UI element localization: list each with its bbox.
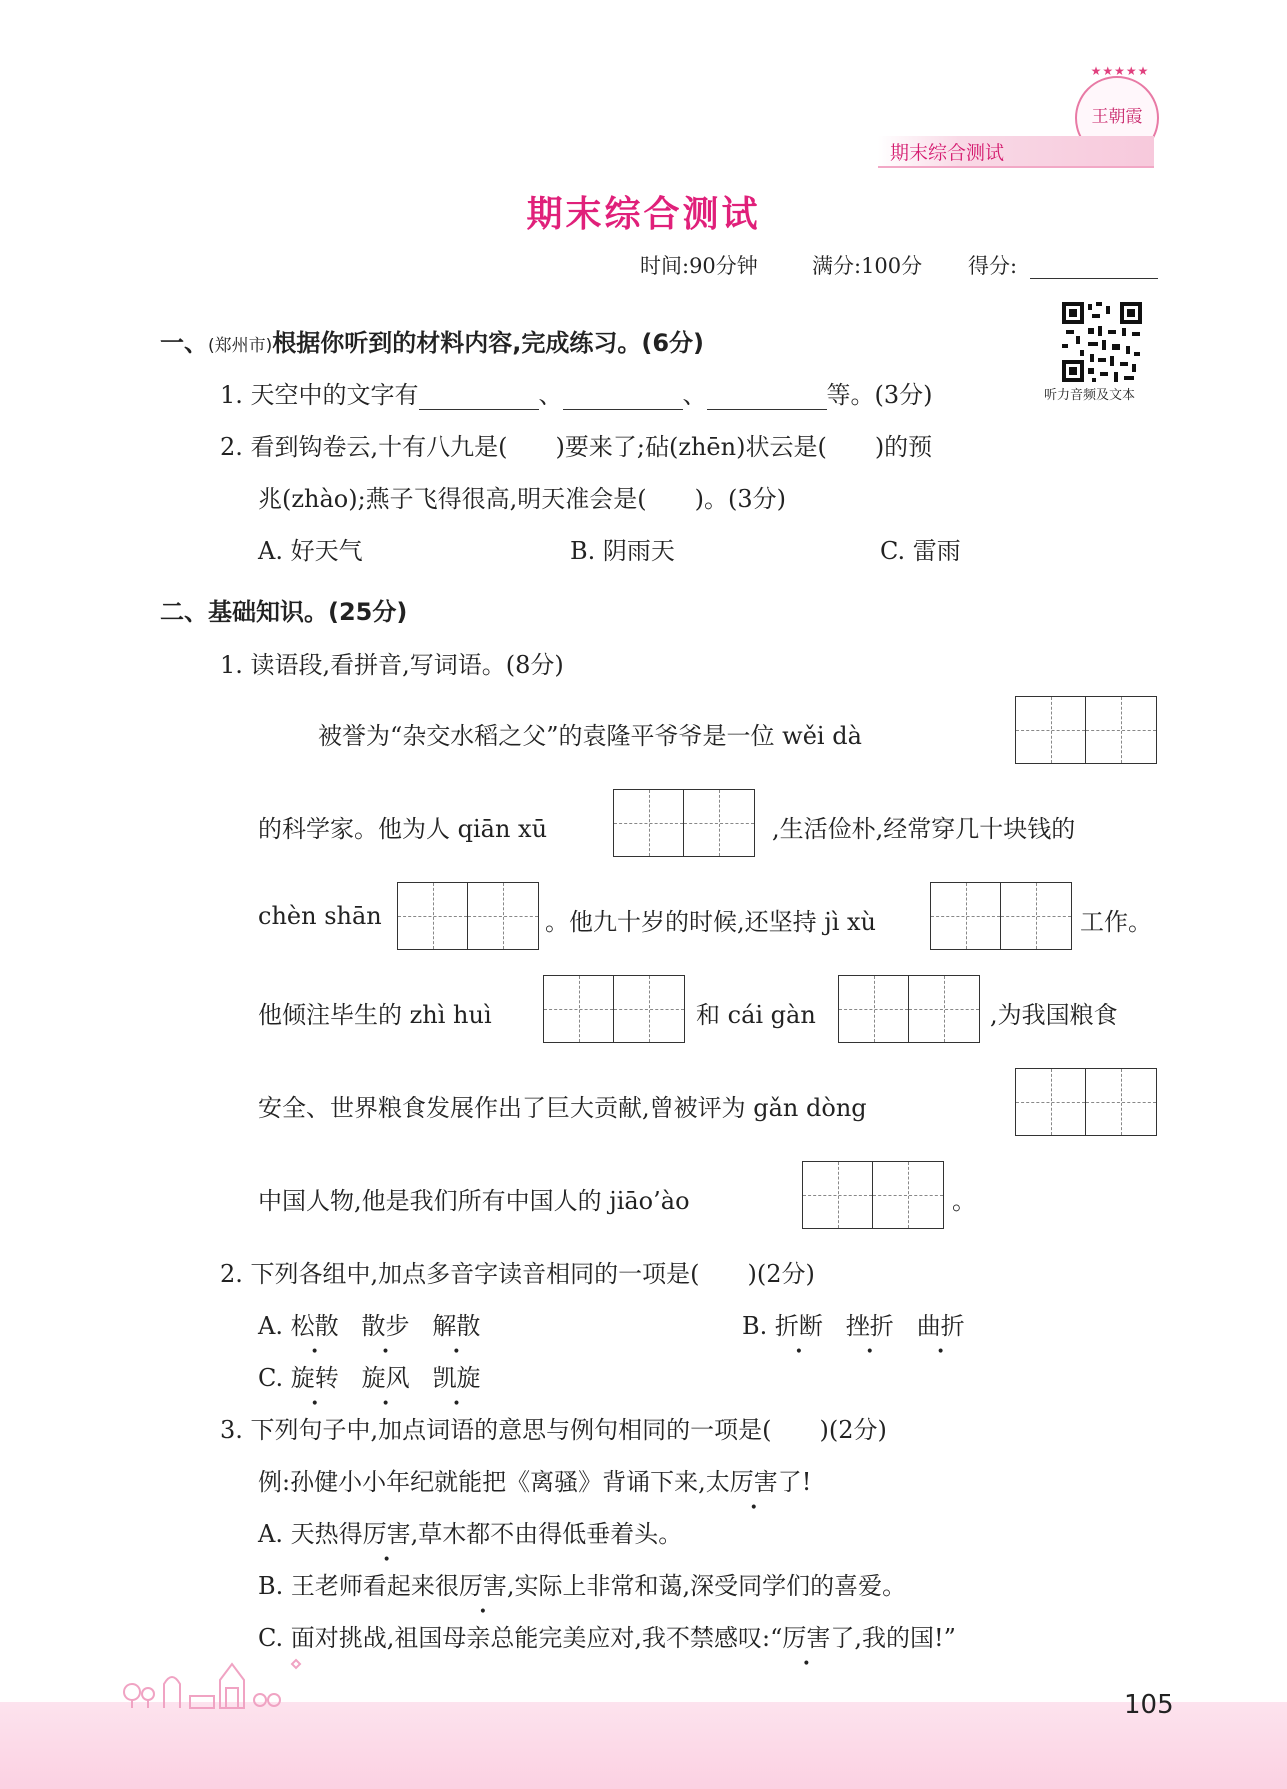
s2-q2-b-word-1: 折断	[774, 1312, 823, 1340]
castle-doodle-icon	[120, 1650, 310, 1710]
meta-score-label: 得分:	[968, 254, 1018, 278]
s2-p2-text-a: 的科学家。他为人 qiān xū	[258, 815, 548, 843]
header-tab-label: 期末综合测试	[890, 142, 1005, 164]
s2-q3-b-post: ,实际上非常和蔼,深受同学们的喜爱。	[506, 1572, 907, 1600]
s2-q2-a-word-2: 散步	[361, 1312, 410, 1340]
s2-p6-text-a: 中国人物,他是我们所有中国人的 jiāo’ào	[258, 1187, 690, 1215]
s2-q2-c-word-2: 旋风	[361, 1364, 410, 1392]
meta-full-score: 满分:100分	[812, 254, 923, 278]
s2-q2-a-word-1: 松散	[290, 1312, 339, 1340]
s1-q1	[220, 375, 933, 410]
section1-heading-text: 根据你听到的材料内容,完成练习。(6分)	[272, 329, 705, 357]
page-title: 期末综合测试	[526, 194, 761, 235]
s2-q3-example	[258, 1462, 811, 1497]
score-blank[interactable]	[1030, 256, 1158, 279]
s2-q3-c-dotted: 厉害	[782, 1624, 831, 1652]
s2-q3-a-post: ,草木都不由得低垂着头。	[410, 1520, 683, 1548]
s2-p4-text-a: 他倾注毕生的 zhì huì	[258, 1001, 492, 1029]
s2-p3-text-c: 工作。	[1080, 908, 1152, 936]
s1-q1-sep1: 、	[538, 381, 563, 409]
s2-q3-option-b	[258, 1566, 906, 1601]
s2-q3-c-pre: C. 面对挑战,祖国母亲总能完美应对,我不禁感叹:“	[258, 1624, 783, 1652]
s1-q2-line1: 2. 看到钩卷云,十有八九是( )要来了;砧(zhēn)状云是( )的预	[220, 433, 933, 461]
seal-stars: ★★★★★	[1090, 64, 1150, 78]
s2-p4-text-c: ,为我国粮食	[990, 1001, 1118, 1029]
s2-q3-option-c	[258, 1618, 956, 1653]
qr-code	[1062, 302, 1142, 382]
s2-q1-title: 1. 读语段,看拼音,写词语。(8分)	[220, 651, 564, 679]
s1-q2-line2: 兆(zhào);燕子飞得很高,明天准会是( )。(3分)	[258, 485, 787, 513]
answer-grid-caigan[interactable]	[838, 975, 980, 1043]
answer-grid-zhihui[interactable]	[543, 975, 685, 1043]
s1-q2-option-a: A. 好天气	[258, 537, 363, 565]
answer-grid-weida[interactable]	[1015, 696, 1157, 764]
answer-grid-jixu[interactable]	[930, 882, 1072, 950]
answer-grid-chenshan[interactable]	[397, 882, 539, 950]
s2-q3-example-post: 了!	[777, 1468, 812, 1496]
s2-p3-text-a: chèn shān	[258, 902, 382, 930]
s2-p5-text: 安全、世界粮食发展作出了巨大贡献,曾被评为 gǎn dòng	[258, 1094, 867, 1122]
s1-q1-suffix: 等。(3分)	[826, 381, 933, 409]
s2-q2-a-word-3: 解散	[432, 1312, 481, 1340]
s2-q2-b-word-2: 挫折	[845, 1312, 894, 1340]
s2-q2-b-word-3: 曲折	[916, 1312, 965, 1340]
meta-time: 时间:90分钟	[640, 254, 758, 278]
s1-q2-option-b: B. 阴雨天	[570, 537, 675, 565]
seal-name: 王朝霞	[1091, 107, 1143, 127]
s2-p1-text: 被誉为“杂交水稻之父”的袁隆平爷爷是一位 wěi dà	[318, 722, 862, 750]
s2-q3-b-dotted: 厉害	[458, 1572, 507, 1600]
s2-q3-a-dotted: 厉害	[362, 1520, 411, 1548]
s2-q3-example-pre: 例:孙健小小年纪就能把《离骚》背诵下来,太	[258, 1468, 730, 1496]
section1-heading	[160, 323, 704, 358]
section1-prefix: 一、	[160, 329, 208, 357]
s2-q2-a-label: A.	[258, 1312, 283, 1340]
s2-p6-text-b: 。	[952, 1187, 976, 1215]
s2-q2-option-c	[258, 1358, 481, 1393]
s1-q1-blank-2[interactable]	[563, 389, 683, 410]
s1-q1-prefix: 1. 天空中的文字有	[220, 381, 419, 409]
answer-grid-jiaoao[interactable]	[802, 1161, 944, 1229]
s2-p2-text-b: ,生活俭朴,经常穿几十块钱的	[772, 815, 1076, 843]
section1-region: (郑州市)	[208, 336, 273, 356]
s2-q3-a-pre: A. 天热得	[258, 1520, 363, 1548]
answer-grid-gandong[interactable]	[1015, 1068, 1157, 1136]
s2-q2-option-a	[258, 1306, 480, 1341]
s2-q3-option-a	[258, 1514, 682, 1549]
s1-q1-sep2: 、	[682, 381, 707, 409]
s2-q2-b-label: B.	[742, 1312, 768, 1340]
page-number: 105	[1124, 1690, 1174, 1720]
s2-q2-c-word-3: 凯旋	[432, 1364, 481, 1392]
s2-q3-b-pre: B. 王老师看起来很	[258, 1572, 459, 1600]
s2-q2-title: 2. 下列各组中,加点多音字读音相同的一项是( )(2分)	[220, 1260, 815, 1288]
s2-q2-option-b	[742, 1306, 965, 1341]
s2-q2-c-label: C.	[258, 1364, 284, 1392]
s2-q2-c-word-1: 旋转	[290, 1364, 339, 1392]
s1-q2-option-c: C. 雷雨	[880, 537, 961, 565]
s2-q3-title: 3. 下列句子中,加点词语的意思与例句相同的一项是( )(2分)	[220, 1416, 887, 1444]
s2-q3-example-dotted: 厉害	[729, 1468, 778, 1496]
header-tab	[878, 136, 1154, 168]
s2-p3-text-b: 。他九十岁的时候,还坚持 jì xù	[545, 908, 876, 936]
footer-band	[0, 1702, 1287, 1789]
qr-caption: 听力音频及文本	[1044, 388, 1136, 403]
s2-q3-c-post: 了,我的国!”	[830, 1624, 956, 1652]
section2-heading: 二、基础知识。(25分)	[160, 598, 408, 626]
s1-q1-blank-1[interactable]	[419, 389, 539, 410]
s1-q1-blank-3[interactable]	[707, 389, 827, 410]
s2-p4-text-b: 和 cái gàn	[696, 1001, 816, 1029]
answer-grid-qianxu[interactable]	[613, 789, 755, 857]
